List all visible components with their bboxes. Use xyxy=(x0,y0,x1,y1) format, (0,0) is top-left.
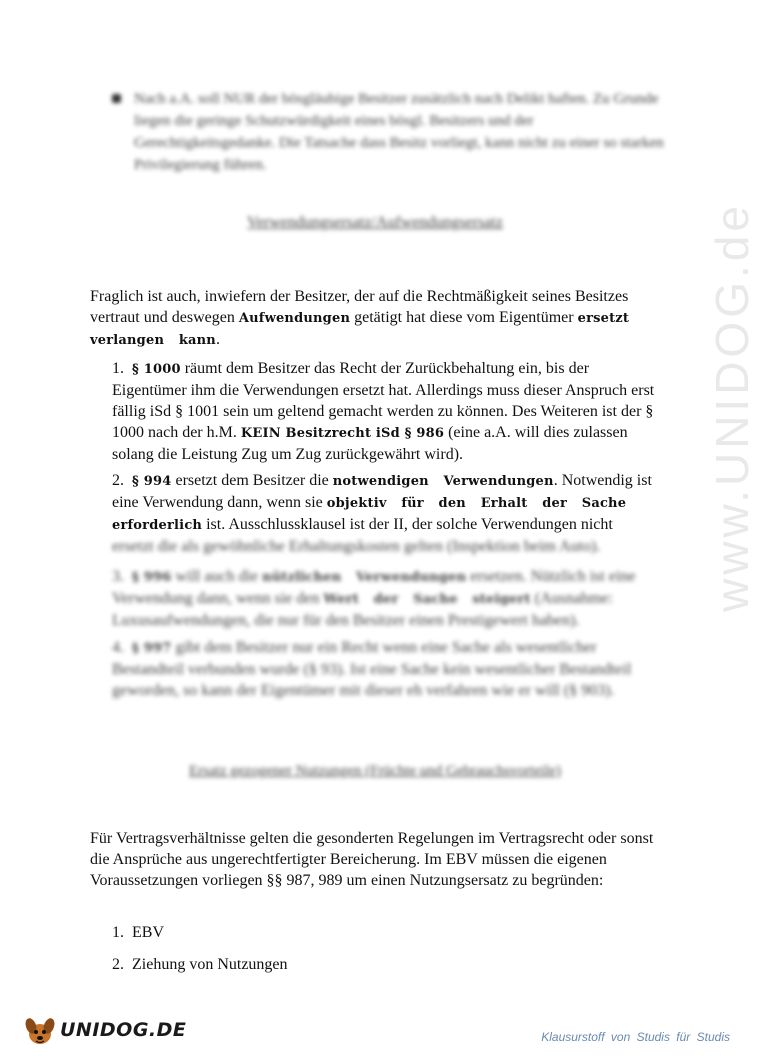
bullet-text: Nach a.A. soll NUR der bösgläubige Besitzer zusätzlich nach Delikt haften. Zu Grunde liegen die geringe Schutzwürdigkeit eines bösgl. Besitzers und der Gerechtigkeitsgedanke. Die Tatsache dass Besitz vorliegt, kann nicht zu einer so starken Privilegierung führen. xyxy=(134,91,664,173)
list-text: (eine a.A. will dies zulassen solang die Leistung Zug um Zug zurückgewährt wird). xyxy=(112,424,628,463)
list-text: Ziehung von Nutzungen xyxy=(132,956,288,973)
intro-text-2: getätigt hat diese vom Eigentümer xyxy=(350,309,578,326)
list-bold: nützlichen Verwendungen xyxy=(262,570,467,585)
list-text: ersetzen. Nützlich ist eine Verwendung dann, wenn sie den xyxy=(112,568,636,607)
list-text: räumt dem Besitzer das Recht der Zurückbehaltung ein, bis der Eigentümer ihm die Verwendungen ersetzt hat. Allerdings muss dieser Anspruch erst fällig iSd § 1001 sein um geltend gemacht werden zu können. Des Weiteren ist der § 1000 nach der h.M. xyxy=(112,360,655,441)
list-text: (Ausnahme: Luxusaufwendungen, die nur für den Besitzer einen Prestigewert haben). xyxy=(112,590,613,629)
list-number: 2. xyxy=(112,472,124,489)
list-number: 3. xyxy=(112,568,124,585)
list-number: 2. xyxy=(112,956,124,973)
intro-bold-2: ersetzt verlangen kann xyxy=(90,311,630,348)
list-bold: § 994 xyxy=(132,474,172,489)
intro-text-1: Fraglich ist auch, inwiefern der Besitzer, der auf die Rechtmäßigkeit seines Besitzes vertraut und deswegen xyxy=(90,288,629,326)
list-number: 1. xyxy=(112,360,124,377)
dog-mascot-icon xyxy=(22,1012,58,1048)
list-text: will auch die xyxy=(171,568,263,585)
list-bold: § 996 xyxy=(132,570,172,585)
list-number: 4. xyxy=(112,639,124,656)
list-bold: KEIN Besitzrecht iSd § 986 xyxy=(240,426,445,441)
unidog-logo[interactable] xyxy=(22,1012,186,1048)
list-bold: objektiv für den Erhalt der Sache erforderlich xyxy=(112,496,627,533)
list2-item-1 xyxy=(112,922,657,943)
section-heading-nutzungsersatz: Ersatz gezogener Nutzungen (Früchte und Gebrauchsvorteile) xyxy=(189,763,561,779)
list-text: . Notwendig ist eine Verwendung dann, wenn sie xyxy=(112,472,652,511)
intro-paragraph xyxy=(90,286,670,351)
watermark: www.UNIDOG.de xyxy=(706,202,758,612)
nutzungen-paragraph: Für Vertragsverhältnisse gelten die gesonderten Regelungen im Vertragsrecht oder sonst die Ansprüche aus ungerechtfertigter Bereicherung. Im EBV müssen die eigenen Voraussetzungen vorliegen §§ 987, 989 um einen Nutzungsersatz zu begründen: xyxy=(90,830,654,889)
bullet-icon xyxy=(112,94,121,103)
list-text: EBV xyxy=(132,924,164,941)
list-text: ersetzt dem Besitzer die xyxy=(171,472,333,489)
list-text: gibt dem Besitzer nur ein Recht wenn eine Sache als wesentlicher Bestandteil verbunden wurde (§ 93). Ist eine Sache kein wesentlicher Bestandteil geworden, so kann der Eigentümer mit dieser eh verfahren wie er will (§ 903). xyxy=(112,639,632,699)
list-item-2 xyxy=(112,470,657,557)
list-item-4 xyxy=(112,637,657,701)
list-text: ist. Ausschlussklausel ist der II, der solche Verwendungen nicht xyxy=(202,516,613,533)
intro-text-3: . xyxy=(215,331,220,348)
list-bold: § 1000 xyxy=(132,362,181,377)
list-number: 1. xyxy=(112,924,124,941)
blurred-bullet-paragraph xyxy=(112,88,672,176)
list-text-blurred: ersetzt die als gewöhnliche Erhaltungskosten gelten (Inspektion beim Auto). xyxy=(112,538,601,555)
section-heading-verwendungsersatz: Verwendungsersatz/Aufwendungsersatz xyxy=(247,214,503,231)
list-bold: Wert der Sache steigert xyxy=(323,592,531,607)
list-bold: § 997 xyxy=(132,641,172,656)
intro-bold-1: Aufwendungen xyxy=(238,311,351,326)
list-item-1 xyxy=(112,358,657,465)
footer-tagline: Klausurstoff von Studis für Studis xyxy=(541,1030,730,1044)
logo-text: UNIDOG.DE xyxy=(60,1019,187,1041)
list2-item-2 xyxy=(112,954,657,975)
list-bold: notwendigen Verwendungen xyxy=(332,474,554,489)
list-item-3 xyxy=(112,566,657,631)
